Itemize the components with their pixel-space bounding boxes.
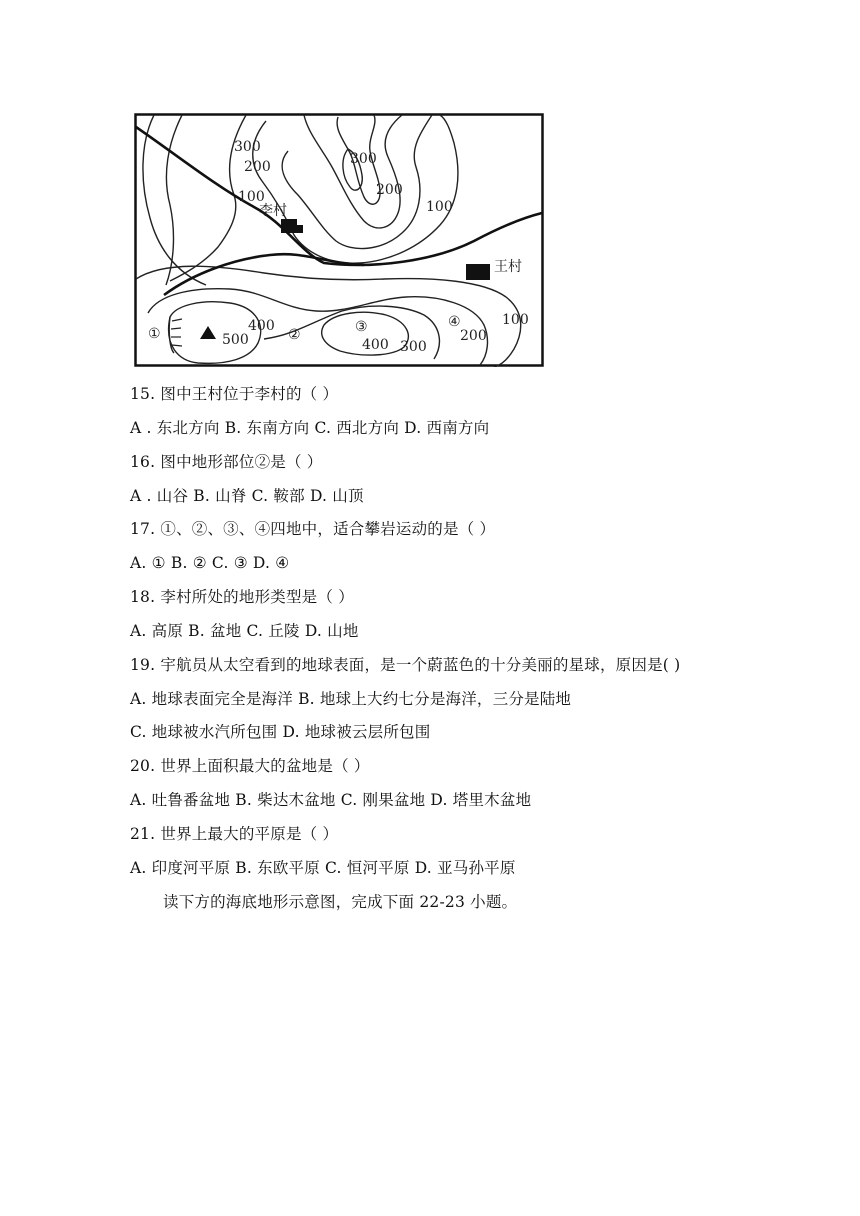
contour-map	[134, 113, 544, 367]
answer-options-19-row-2: C. 地球被水汽所包围 D. 地球被云层所包围	[130, 723, 431, 741]
contour-label: 300	[400, 339, 427, 355]
contour-label: 400	[248, 318, 275, 334]
contour-label: 400	[362, 337, 389, 353]
wang-village-marker	[466, 264, 490, 280]
contour-label: 100	[426, 199, 453, 215]
answer-options-21: A. 印度河平原 B. 东欧平原 C. 恒河平原 D. 亚马孙平原	[130, 859, 516, 877]
question-15: 15. 图中王村位于李村的（ ）	[130, 385, 339, 403]
question-18: 18. 李村所处的地形类型是（ ）	[130, 588, 354, 606]
contour-label: 100	[502, 312, 529, 328]
wang-village-label: 王村	[494, 259, 522, 275]
location-mark-4: ④	[448, 314, 461, 330]
question-19: 19. 宇航员从太空看到的地球表面，是一个蔚蓝色的十分美丽的星球，原因是( )	[130, 656, 681, 674]
question-17: 17. ①、②、③、④四地中，适合攀岩运动的是（ ）	[130, 520, 496, 538]
answer-options-19-row-1: A. 地球表面完全是海洋 B. 地球上大约七分是海洋，三分是陆地	[130, 690, 572, 708]
question-20: 20. 世界上面积最大的盆地是（ ）	[130, 757, 370, 775]
contour-map-svg	[134, 113, 544, 367]
answer-options-20: A. 吐鲁番盆地 B. 柴达木盆地 C. 刚果盆地 D. 塔里木盆地	[130, 791, 532, 809]
contour-label: 500	[222, 332, 249, 348]
contour-label: 200	[460, 328, 487, 344]
contour-label: 200	[376, 182, 403, 198]
contour-label: 300	[350, 151, 377, 167]
contour-label: 200	[244, 159, 271, 175]
contour-label: 300	[234, 139, 261, 155]
location-mark-2: ②	[288, 327, 301, 343]
location-mark-1: ①	[148, 326, 161, 342]
answer-options-16: A . 山谷 B. 山脊 C. 鞍部 D. 山顶	[130, 487, 364, 505]
li-village-label: 李村	[259, 203, 287, 219]
li-village-marker-annex	[293, 225, 303, 233]
answer-options-17: A. ① B. ② C. ③ D. ④	[130, 554, 290, 572]
answer-options-18: A. 高原 B. 盆地 C. 丘陵 D. 山地	[130, 622, 359, 640]
question-21: 21. 世界上最大的平原是（ ）	[130, 825, 339, 843]
location-mark-3: ③	[355, 319, 368, 335]
answer-options-15: A . 东北方向 B. 东南方向 C. 西北方向 D. 西南方向	[130, 419, 490, 437]
contour-label: 100	[238, 189, 265, 205]
question-16: 16. 图中地形部位②是（ ）	[130, 453, 323, 471]
reading-instruction: 读下方的海底地形示意图，完成下面 22-23 小题。	[163, 893, 518, 911]
